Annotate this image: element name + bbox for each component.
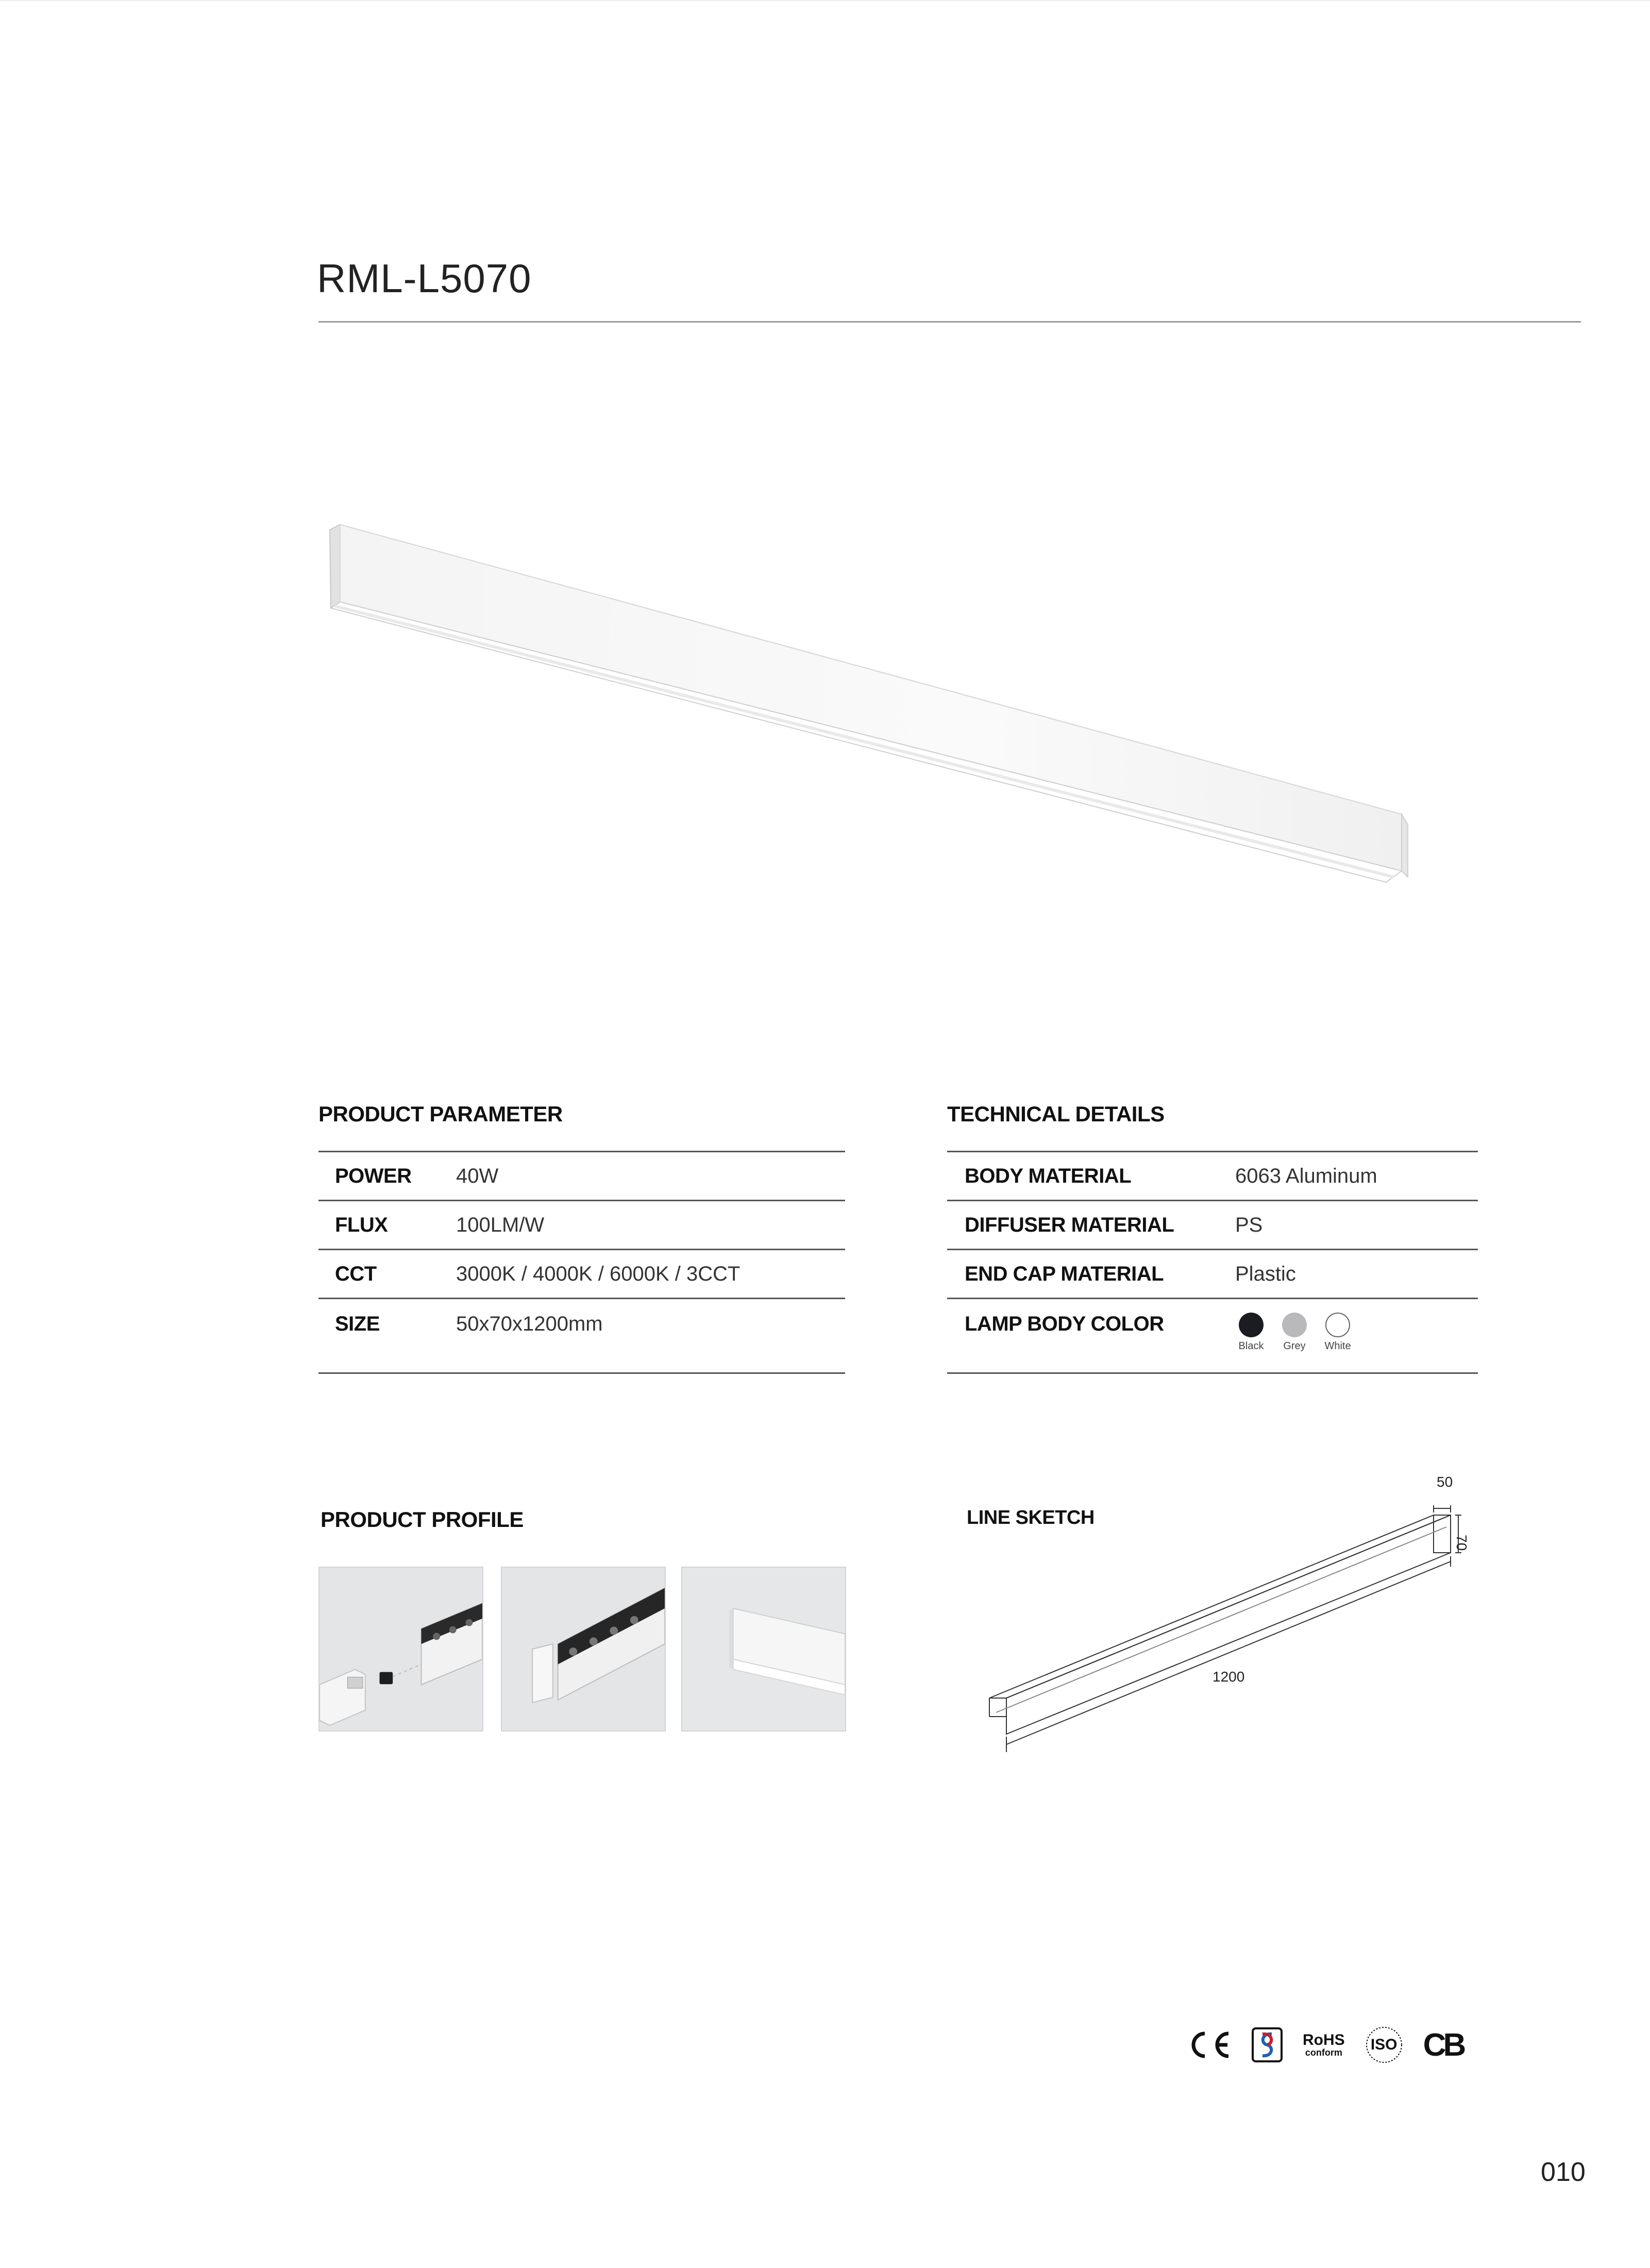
profile-image-diffuser — [681, 1567, 846, 1732]
swatch-white — [1322, 1313, 1354, 1352]
iso-icon — [1365, 2025, 1404, 2064]
param-label: SIZE — [335, 1313, 380, 1335]
certification-logos — [1185, 2025, 1463, 2064]
rohs-conform-icon — [1303, 2032, 1345, 2057]
technical-details-table — [947, 1151, 1478, 1374]
dim-height-label: 70 — [1454, 1535, 1470, 1551]
color-dot — [1239, 1313, 1264, 1337]
page-number: 010 — [1541, 2157, 1586, 2187]
product-hero-image — [319, 510, 1417, 902]
swatch-grey — [1278, 1313, 1310, 1352]
param-row-flux — [318, 1201, 845, 1250]
tech-label: LAMP BODY COLOR — [965, 1313, 1164, 1335]
param-row-size — [318, 1299, 845, 1374]
tech-label: BODY MATERIAL — [965, 1164, 1132, 1187]
tech-row-end-cap-material — [947, 1250, 1478, 1299]
tech-row-body-material — [947, 1152, 1478, 1201]
color-dot — [1325, 1313, 1350, 1337]
technical-details-heading: TECHNICAL DETAILS — [947, 1102, 1165, 1126]
top-edge-line — [0, 0, 1650, 1]
tech-value: PS — [1235, 1213, 1263, 1236]
tech-row-diffuser-material — [947, 1201, 1478, 1250]
profile-image-end-cap — [501, 1567, 666, 1732]
swatch-black — [1235, 1313, 1267, 1352]
param-value: 100LM/W — [456, 1213, 545, 1236]
product-parameter-heading: PRODUCT PARAMETER — [318, 1102, 563, 1126]
param-value: 3000K / 4000K / 6000K / 3CCT — [456, 1262, 740, 1285]
tech-row-lamp-body-color — [947, 1299, 1478, 1374]
line-sketch-heading: LINE SKETCH — [967, 1507, 1095, 1528]
dim-width-label: 50 — [1437, 1474, 1453, 1490]
cqc-mark-icon — [1251, 2027, 1283, 2063]
color-swatches — [1235, 1313, 1354, 1352]
param-row-cct — [318, 1250, 845, 1299]
param-row-power — [318, 1152, 845, 1201]
title-divider — [318, 321, 1581, 323]
iso-text: ISO — [1370, 2036, 1398, 2053]
tech-label: END CAP MATERIAL — [965, 1262, 1164, 1285]
line-sketch-drawing — [979, 1466, 1500, 1755]
tech-value: 6063 Aluminum — [1235, 1164, 1377, 1187]
param-value: 40W — [456, 1164, 499, 1187]
product-model-title: RML-L5070 — [317, 256, 532, 301]
swatch-label: Grey — [1283, 1340, 1306, 1352]
conform-text: conform — [1305, 2047, 1342, 2058]
swatch-label: Black — [1238, 1340, 1264, 1352]
tech-label: DIFFUSER MATERIAL — [965, 1213, 1174, 1236]
product-parameter-table — [318, 1151, 845, 1374]
product-profile-heading: PRODUCT PROFILE — [321, 1507, 524, 1532]
profile-image-connector — [318, 1567, 483, 1732]
cb-text: CB — [1423, 2027, 1463, 2063]
cb-mark-icon — [1423, 2027, 1463, 2063]
swatch-label: White — [1324, 1340, 1351, 1352]
param-value: 50x70x1200mm — [456, 1313, 603, 1335]
rohs-text: RoHS — [1303, 2031, 1345, 2048]
dim-length-label: 1200 — [1213, 1669, 1245, 1685]
param-label: POWER — [335, 1164, 412, 1187]
tech-value: Plastic — [1235, 1262, 1296, 1285]
ce-mark-icon — [1185, 2029, 1232, 2060]
color-dot — [1282, 1313, 1307, 1337]
param-label: CCT — [335, 1262, 377, 1285]
param-label: FLUX — [335, 1213, 388, 1236]
